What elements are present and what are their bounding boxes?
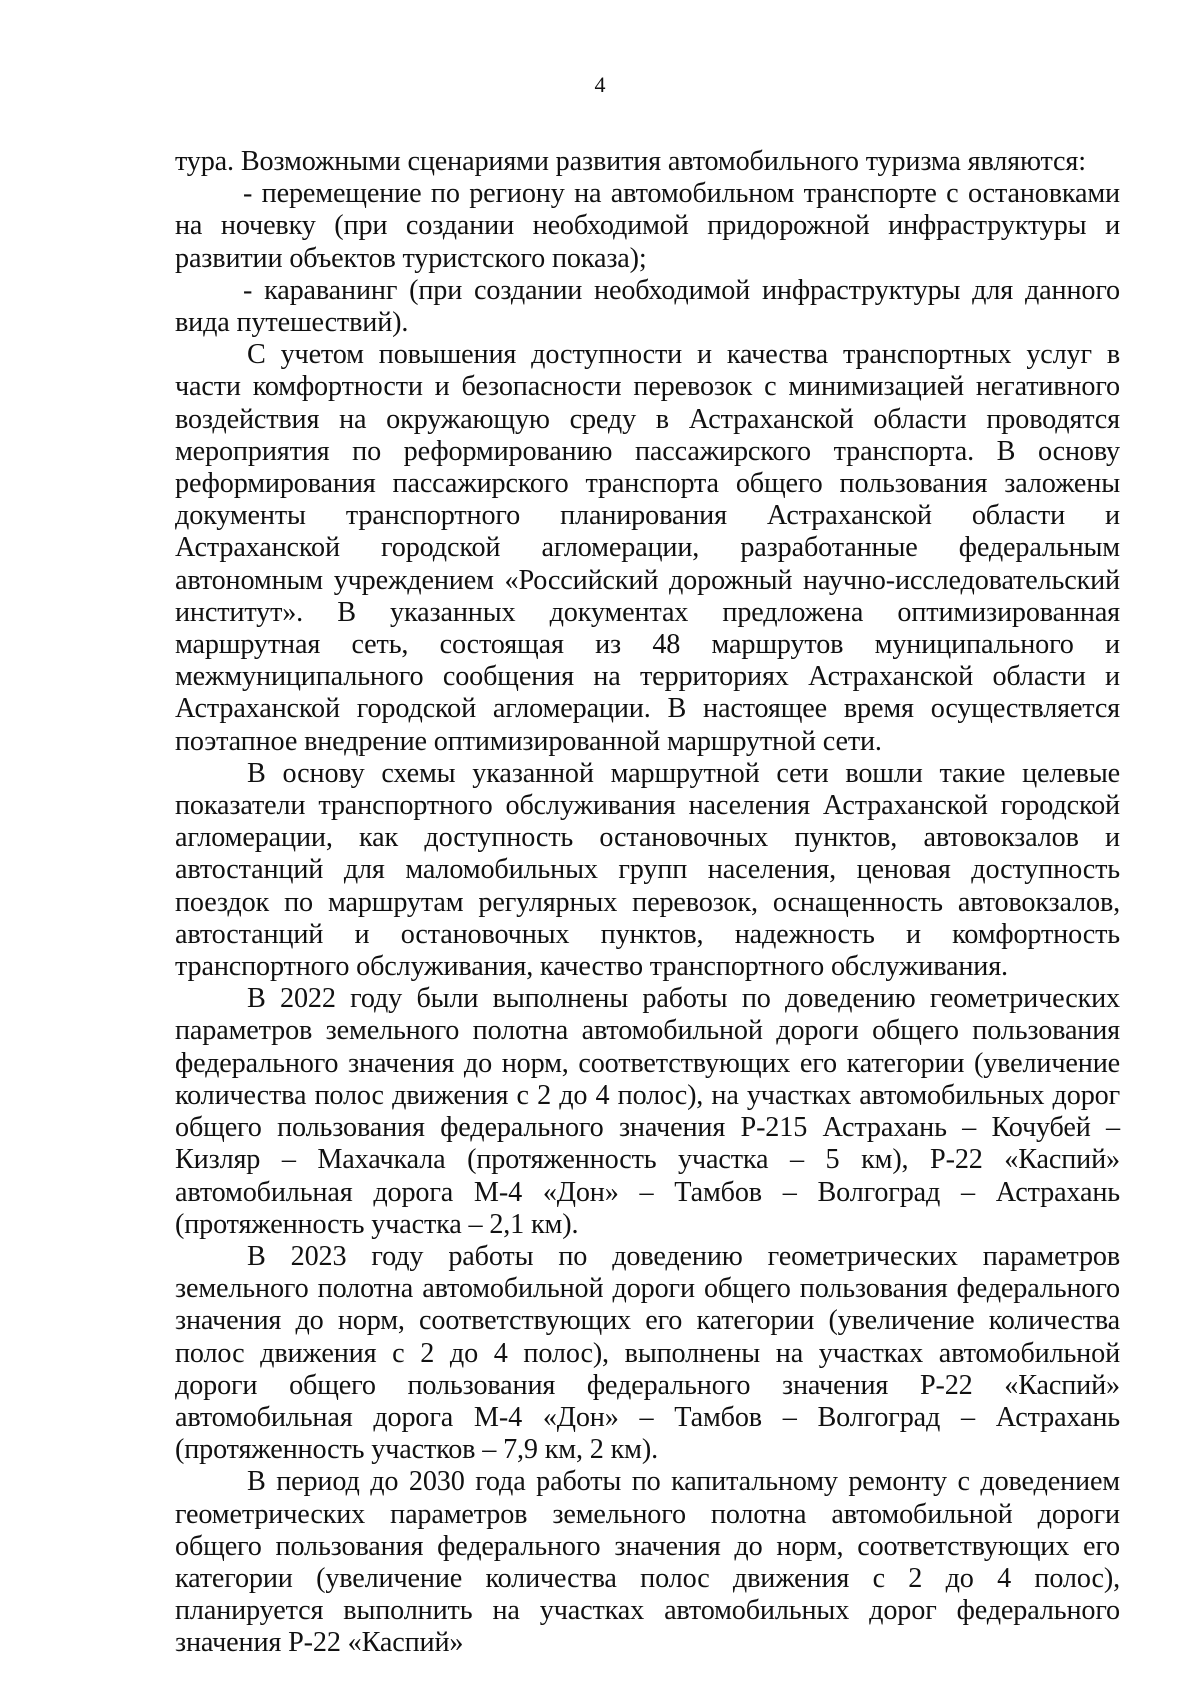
paragraph-2030-plan: В период до 2030 года работы по капитальному ремонту с доведением геометрических параметров земельного полотна автомобильной дороги общего пользования федерального значения до норм, соответствующих его категории (увеличение количества полос движения с 2 до 4 полос), планируется выполнить на участках автомобильных дорог федерального значения Р-22 «Каспий» <box>175 1466 1120 1659</box>
list-item-caravanning: - караванинг (при создании необходимой инфраструктуры для данного вида путешествий). <box>175 274 1120 339</box>
paragraph-2023-works: В 2023 году работы по доведению геометрических параметров земельного полотна автомобильной дороги общего пользования федерального значения до норм, соответствующих его категории (увеличение количества полос движения с 2 до 4 полос), выполнены на участках автомобильной дороги общего пользования федерального значения Р-22 «Каспий» автомобильная дорога М-4 «Дон» – Тамбов – Волгоград – Астрахань (протяженность участков – 7,9 км, 2 км). <box>175 1240 1120 1466</box>
paragraph-2022-works: В 2022 году были выполнены работы по доведению геометрических параметров земельного полотна автомобильной дороги общего пользования федерального значения до норм, соответствующих его категории (увеличение количества полос движения с 2 до 4 полос), на участках автомобильных дорог общего пользования федерального значения Р-215 Астрахань – Кочубей – Кизляр – Махачкала (протяженность участка – 5 км), Р-22 «Каспий» автомобильная дорога М-4 «Дон» – Тамбов – Волгоград – Астрахань (протяженность участка – 2,1 км). <box>175 983 1120 1240</box>
paragraph-route-indicators: В основу схемы указанной маршрутной сети вошли такие целевые показатели транспортного обслуживания населения Астраханской городской агломерации, как доступность остановочных пунктов, автовокзалов и автостанций для маломобильных групп населения, ценовая доступность поездок по маршрутам регулярных перевозок, оснащенность автовокзалов, автостанций и остановочных пунктов, надежность и комфортность транспортного обслуживания, качество транспортного обслуживания. <box>175 757 1120 983</box>
body-text <box>175 146 1120 1660</box>
paragraph-transport-reform: С учетом повышения доступности и качества транспортных услуг в части комфортности и безопасности перевозок с минимизацией негативного воздействия на окружающую среду в Астраханской области проводятся мероприятия по реформированию пассажирского транспорта. В основу реформирования пассажирского транспорта общего пользования заложены документы транспортного планирования Астраханской области и Астраханской городской агломерации, разработанные федеральным автономным учреждением «Российский дорожный научно-исследовательский институт». В указанных документах предложена оптимизированная маршрутная сеть, состоящая из 48 маршрутов муниципального и межмуниципального сообщения на территориях Астраханской области и Астраханской городской агломерации. В настоящее время осуществляется поэтапное внедрение оптимизированной маршрутной сети. <box>175 339 1120 757</box>
list-item-travel: - перемещение по региону на автомобильном транспорте с остановками на ночевку (при создании необходимой придорожной инфраструктуры и развитии объектов туристского показа); <box>175 178 1120 274</box>
page-number: 4 <box>594 72 606 97</box>
paragraph-continuation: тура. Возможными сценариями развития автомобильного туризма являются: <box>175 146 1086 177</box>
